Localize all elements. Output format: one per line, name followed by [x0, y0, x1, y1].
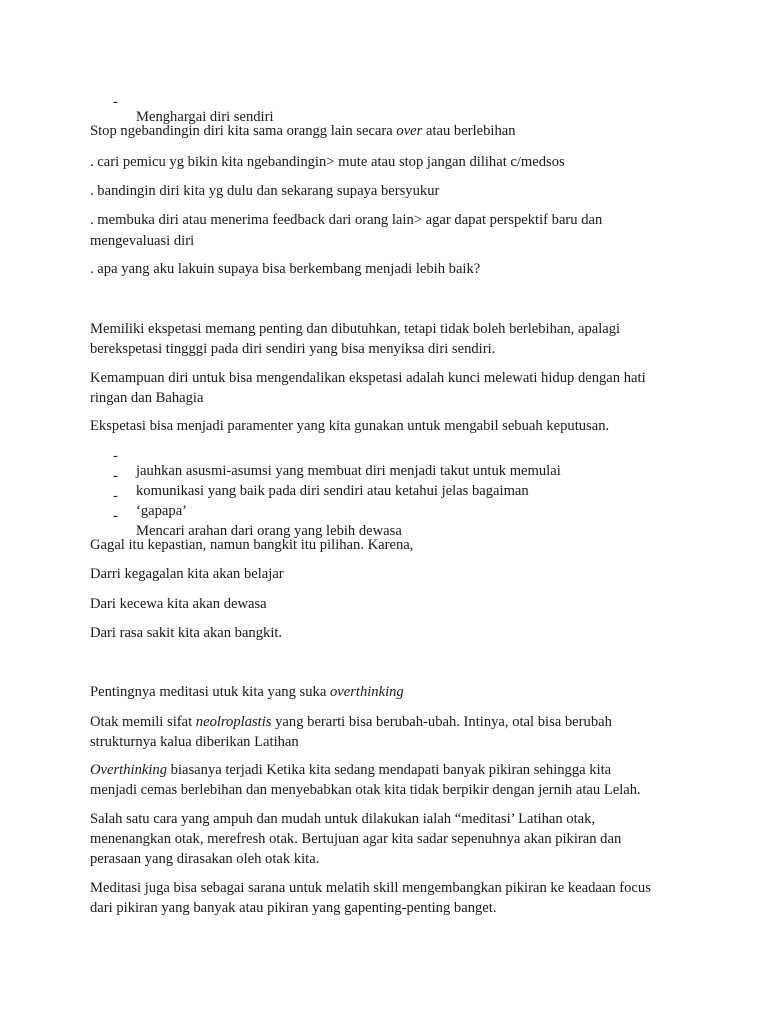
bullet-marker: -: [113, 94, 118, 110]
paragraph-line: Otak memili sifat neolroplastis yang berarti bisa berubah-ubah. Intinya, otal bisa berubah: [90, 714, 612, 730]
bullet-text: Menghargai diri sendiri: [136, 108, 274, 125]
paragraph-line: Meditasi juga bisa sebagai sarana untuk melatih skill mengembangkan pikiran ke keadaan focus: [90, 880, 651, 896]
paragraph-line: berekspetasi tingggi pada diri sendiri yang bisa menyiksa diri sendiri.: [90, 341, 496, 357]
section-heading: Pentingnya meditasi utuk kita yang suka overthinking: [90, 684, 404, 700]
bullet-marker: -: [113, 508, 118, 524]
paragraph: . bandingin diri kita yg dulu dan sekarang supaya bersyukur: [90, 183, 440, 199]
bullet-text: Mencari arahan dari orang yang lebih dewasa: [136, 522, 402, 539]
bullet-text: ‘gapapa’: [136, 502, 188, 519]
paragraph-line: Memiliki ekspetasi memang penting dan dibutuhkan, tetapi tidak boleh berlebihan, apalagi: [90, 321, 621, 337]
paragraph-line: mengevaluasi diri: [90, 233, 195, 249]
paragraph: Stop ngebandingin diri kita sama orangg lain secara over atau berlebihan: [90, 123, 516, 139]
paragraph-line: menenangkan otak, merefresh otak. Bertujuan agar kita sadar sepenuhnya akan pikiran dan: [90, 831, 622, 847]
paragraph: . cari pemicu yg bikin kita ngebandingin> mute atau stop jangan dilihat c/medsos: [90, 154, 565, 170]
bullet-marker: -: [113, 448, 118, 464]
paragraph-line: Kemampuan diri untuk bisa mengendalikan ekspetasi adalah kunci melewati hidup dengan hati: [90, 370, 646, 386]
paragraph-line: ringan dan Bahagia: [90, 390, 204, 406]
paragraph-line: Overthinking biasanya terjadi Ketika kita sedang mendapati banyak pikiran sehingga kita: [90, 762, 612, 778]
paragraph-line: strukturnya kalua diberikan Latihan: [90, 734, 299, 750]
paragraph-line: dari pikiran yang banyak atau pikiran yang gapenting-penting banget.: [90, 900, 497, 916]
paragraph: Ekspetasi bisa menjadi paramenter yang kita gunakan untuk mengabil sebuah keputusan.: [90, 418, 610, 434]
paragraph: Dari kecewa kita akan dewasa: [90, 596, 267, 612]
paragraph: Darri kegagalan kita akan belajar: [90, 566, 284, 582]
bullet-marker: -: [113, 488, 118, 504]
bullet-marker: -: [113, 468, 118, 484]
paragraph-line: menjadi cemas berlebihan dan menyebabkan otak kita tidak berpikir dengan jernih atau Lelah.: [90, 782, 641, 798]
paragraph: Dari rasa sakit kita akan bangkit.: [90, 625, 283, 641]
bullet-text: komunikasi yang baik pada diri sendiri atau ketahui jelas bagaiman: [136, 482, 529, 499]
paragraph-line: Salah satu cara yang ampuh dan mudah untuk dilakukan ialah “meditasi’ Latihan otak,: [90, 811, 596, 827]
paragraph: . apa yang aku lakuin supaya bisa berkembang menjadi lebih baik?: [90, 261, 481, 277]
bullet-text: jauhkan asusmi-asumsi yang membuat diri menjadi takut untuk memulai: [136, 462, 561, 479]
paragraph-line: . membuka diri atau menerima feedback dari orang lain> agar dapat perspektif baru dan: [90, 212, 603, 228]
paragraph: Gagal itu kepastian, namun bangkit itu pilihan. Karena,: [90, 537, 414, 553]
paragraph-line: perasaan yang dirasakan oleh otak kita.: [90, 851, 320, 867]
